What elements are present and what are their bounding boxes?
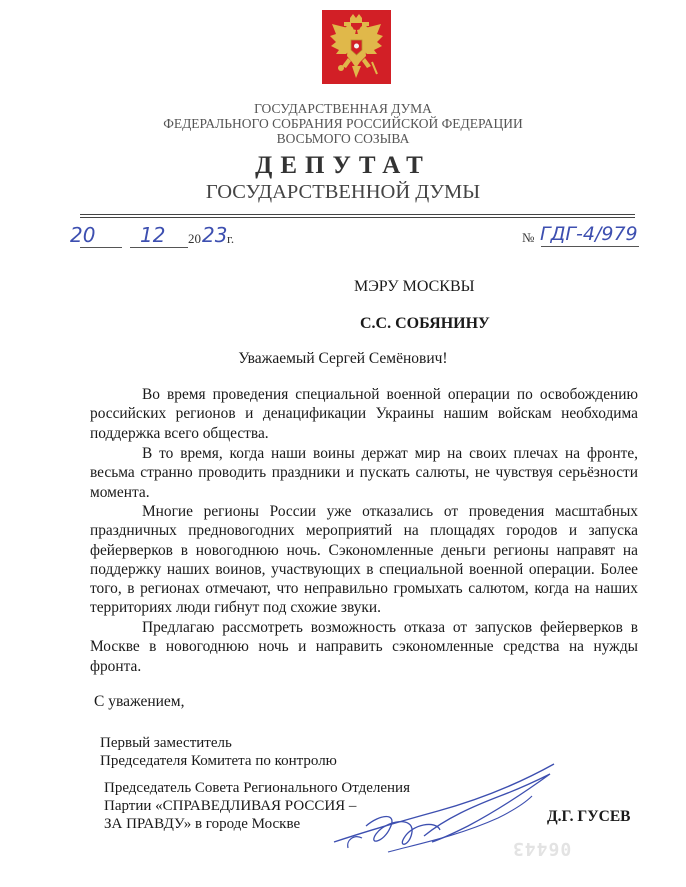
date-year-prefix: 20 — [188, 231, 201, 246]
handwritten-signature — [328, 756, 568, 866]
header-line-1: ГОСУДАРСТВЕННАЯ ДУМА — [254, 101, 432, 116]
reference-number: ГДГ-4/979 — [540, 223, 638, 245]
signatory-position-4: Партии «СПРАВЕДЛИВАЯ РОССИЯ – — [104, 798, 357, 814]
registration-stamp: 06443 — [512, 838, 572, 859]
date-field — [70, 223, 240, 251]
letterhead-subtitle: ГОСУДАРСТВЕННОЙ ДУМЫ — [205, 181, 481, 203]
date-year: 23 — [202, 223, 228, 247]
closing: С уважением, — [94, 693, 185, 710]
number-prefix: № — [522, 230, 535, 245]
signatory-position-3: Председатель Совета Регионального Отделения — [104, 780, 410, 796]
paragraph-3: Многие регионы России уже отказались от проведения масштабных праздничных предновогодних мероприятий на площадях городов и запуска фейерверков в новогоднюю ночь. Сэкономленные деньги регионы направят на поддержку наших воинов, участвующих в специальной военной операции. Более того, в регионах отмечают, что неправильно громыхать салютом, когда на наших территориях люди гибнут под схожие звуки. — [90, 503, 638, 617]
addressee-line-2: С.С. СОБЯНИНУ — [360, 315, 490, 332]
letterhead-title: ДЕПУТАТ — [255, 152, 431, 179]
header-rule-bottom — [80, 217, 635, 218]
header-rule-top — [80, 214, 635, 215]
paragraph-2: В то время, когда наши воины держат мир на своих плечах на фронте, весьма странно проводить праздники и пускать салюты, не чувствуя серьёзности момента. — [90, 445, 638, 501]
salutation: Уважаемый Сергей Семёнович! — [238, 350, 448, 367]
paragraph-1: Во время проведения специальной военной операции по освобождению российских регионов и денацификации Украины нашим войскам необходима поддержка всего общества. — [90, 386, 638, 442]
date-day: 20 — [70, 223, 96, 247]
signatory-position-5: ЗА ПРАВДУ» в городе Москве — [104, 816, 301, 832]
state-emblem — [322, 10, 391, 84]
date-month: 12 — [140, 223, 166, 247]
signatory-name: Д.Г. ГУСЕВ — [547, 808, 631, 825]
signatory-position-2: Председателя Комитета по контролю — [100, 753, 337, 769]
addressee-line-1: МЭРУ МОСКВЫ — [354, 278, 475, 295]
signatory-position-1: Первый заместитель — [100, 735, 232, 751]
date-year-suffix: г. — [227, 231, 235, 246]
header-line-3: ВОСЬМОГО СОЗЫВА — [276, 131, 410, 146]
paragraph-4: Предлагаю рассмотреть возможность отказа от запусков фейерверков в Москве в новогоднюю ночь и направить сэкономленные средства на нужды фронта. — [90, 619, 638, 675]
header-line-2: ФЕДЕРАЛЬНОГО СОБРАНИЯ РОССИЙСКОЙ ФЕДЕРАЦИИ — [163, 116, 523, 131]
